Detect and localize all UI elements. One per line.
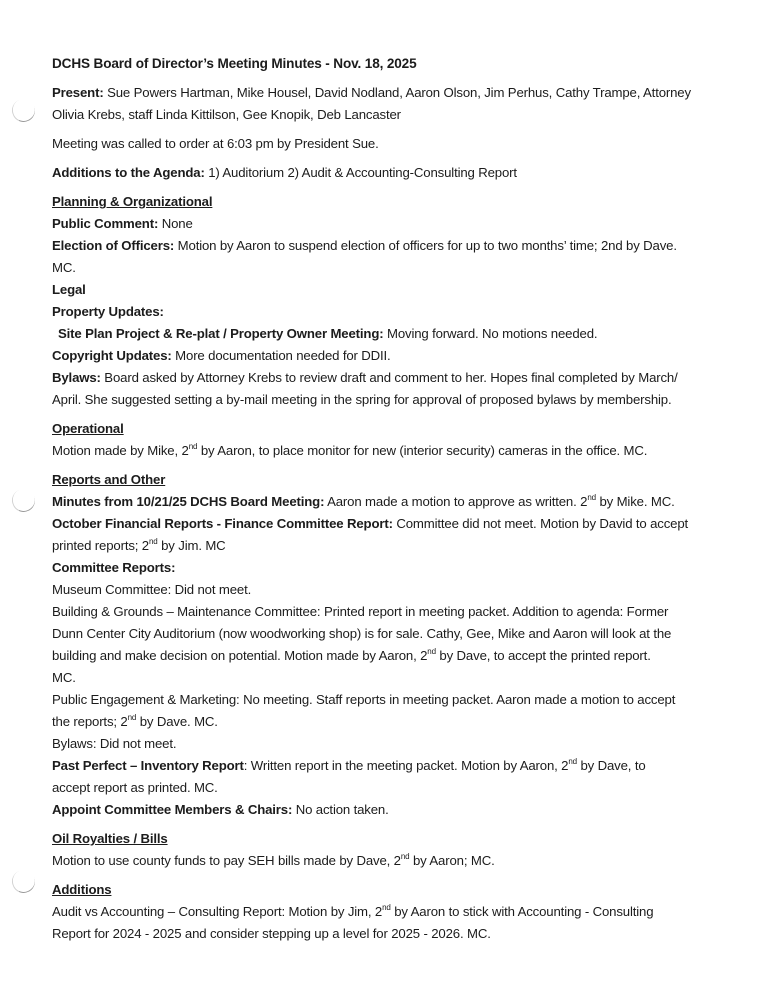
bylaws-label: Bylaws: bbox=[52, 370, 101, 385]
minutes-approval bbox=[52, 491, 752, 513]
text: Motion to use county funds to pay SEH bills made by Dave, 2 bbox=[52, 853, 401, 868]
copyright-text: More documentation needed for DDII. bbox=[171, 348, 391, 363]
superscript: nd bbox=[568, 757, 577, 766]
section-heading-additions: Additions bbox=[52, 882, 112, 897]
museum-committee: Museum Committee: Did not meet. bbox=[52, 582, 252, 597]
text: the reports; 2 bbox=[52, 714, 128, 729]
section-heading-operational: Operational bbox=[52, 421, 124, 436]
text: by Dave. MC. bbox=[136, 714, 218, 729]
financial-reports-2 bbox=[52, 535, 752, 557]
copyright-updates bbox=[52, 345, 752, 367]
text: building and make decision on potential. Motion made by Aaron, 2 bbox=[52, 648, 428, 663]
past-perfect-label: Past Perfect – Inventory Report bbox=[52, 758, 244, 773]
site-plan bbox=[52, 323, 752, 345]
section-heading-planning: Planning & Organizational bbox=[52, 194, 213, 209]
text: Committee did not meet. Motion by David to accept bbox=[392, 516, 689, 531]
additions-agenda-label: Additions to the Agenda: bbox=[52, 165, 205, 180]
site-plan-text: Moving forward. No motions needed. bbox=[383, 326, 598, 341]
superscript: nd bbox=[188, 442, 198, 451]
text: by Aaron to stick with Accounting - Consulting bbox=[390, 904, 654, 919]
copyright-label: Copyright Updates: bbox=[52, 348, 172, 363]
financial-label: October Financial Reports - Finance Committee Report: bbox=[52, 516, 393, 531]
building-grounds-4: MC. bbox=[52, 670, 76, 685]
minutes-document bbox=[52, 53, 752, 945]
superscript: nd bbox=[587, 493, 596, 502]
operational-motion bbox=[52, 440, 752, 462]
bylaws-text: Board asked by Attorney Krebs to review draft and comment to her. Hopes final completed by March/ bbox=[100, 370, 678, 385]
text: by Dave, to accept the printed report. bbox=[435, 648, 651, 663]
oil-motion bbox=[52, 850, 752, 872]
bylaws-committee: Bylaws: Did not meet. bbox=[52, 736, 177, 751]
building-grounds-3 bbox=[52, 645, 752, 667]
bylaws bbox=[52, 367, 752, 389]
past-perfect-2: accept report as printed. MC. bbox=[52, 780, 218, 795]
additions-agenda bbox=[52, 162, 752, 184]
text: by Jim. MC bbox=[157, 538, 226, 553]
present-line-2: Olivia Krebs, staff Linda Kittilson, Gee Knopik, Deb Lancaster bbox=[52, 107, 401, 122]
section-heading-reports: Reports and Other bbox=[52, 472, 166, 487]
appoint-label: Appoint Committee Members & Chairs: bbox=[52, 802, 293, 817]
document-title: DCHS Board of Director’s Meeting Minutes - Nov. 18, 2025 bbox=[52, 56, 417, 71]
text: by Mike. MC. bbox=[595, 494, 675, 509]
hole-punch-mark bbox=[9, 486, 38, 515]
text: printed reports; 2 bbox=[52, 538, 149, 553]
superscript: nd bbox=[400, 852, 410, 861]
present-text: Sue Powers Hartman, Mike Housel, David Nodland, Aaron Olson, Jim Perhus, Cathy Trampe, Attorney bbox=[103, 85, 691, 100]
additions-agenda-text: 1) Auditorium 2) Audit & Accounting-Consulting Report bbox=[204, 165, 517, 180]
appoint-committee bbox=[52, 799, 752, 821]
legal-heading: Legal bbox=[52, 282, 86, 297]
present-line bbox=[52, 82, 752, 104]
public-engagement-2 bbox=[52, 711, 752, 733]
text: Aaron made a motion to approve as written. 2 bbox=[324, 494, 588, 509]
public-comment-label: Public Comment: bbox=[52, 216, 159, 231]
additions-motion-2: Report for 2024 - 2025 and consider stepping up a level for 2025 - 2026. MC. bbox=[52, 926, 491, 941]
superscript: nd bbox=[382, 903, 391, 912]
property-updates-label: Property Updates: bbox=[52, 304, 164, 319]
text: : Written report in the meeting packet. Motion by Aaron, 2 bbox=[243, 758, 569, 773]
text: by Dave, to bbox=[576, 758, 646, 773]
hole-punch-mark bbox=[9, 867, 38, 896]
additions-motion bbox=[52, 901, 752, 923]
text: Motion made by Mike, 2 bbox=[52, 443, 189, 458]
election-label: Election of Officers: bbox=[52, 238, 175, 253]
superscript: nd bbox=[427, 647, 436, 656]
committee-reports-label: Committee Reports: bbox=[52, 560, 176, 575]
election-officers-2: MC. bbox=[52, 260, 76, 275]
election-officers bbox=[52, 235, 752, 257]
public-comment bbox=[52, 213, 752, 235]
building-grounds-2: Dunn Center City Auditorium (now woodworking shop) is for sale. Cathy, Gee, Mike and Aaron will look at the bbox=[52, 626, 672, 641]
call-to-order: Meeting was called to order at 6:03 pm by President Sue. bbox=[52, 136, 379, 151]
superscript: nd bbox=[149, 537, 158, 546]
text: No action taken. bbox=[292, 802, 389, 817]
hole-punch-mark bbox=[9, 96, 38, 125]
past-perfect bbox=[52, 755, 752, 777]
public-comment-text: None bbox=[158, 216, 193, 231]
financial-reports bbox=[52, 513, 752, 535]
site-plan-label: Site Plan Project & Re-plat / Property Owner Meeting: bbox=[58, 326, 384, 341]
section-heading-oil: Oil Royalties / Bills bbox=[52, 831, 168, 846]
superscript: nd bbox=[127, 713, 137, 722]
bylaws-2: April. She suggested setting a by-mail meeting in the spring for approval of proposed bylaws by membership. bbox=[52, 392, 672, 407]
text: Audit vs Accounting – Consulting Report: Motion by Jim, 2 bbox=[52, 904, 383, 919]
text: by Aaron, to place monitor for new (interior security) cameras in the office. MC. bbox=[197, 443, 648, 458]
minutes-label: Minutes from 10/21/25 DCHS Board Meeting: bbox=[52, 494, 325, 509]
public-engagement-1: Public Engagement & Marketing: No meeting. Staff reports in meeting packet. Aaron made a motion to accept bbox=[52, 692, 676, 707]
building-grounds-1: Building & Grounds – Maintenance Committee: Printed report in meeting packet. Addition to agenda: Former bbox=[52, 604, 669, 619]
election-text: Motion by Aaron to suspend election of officers for up to two months’ time; 2nd by Dave. bbox=[174, 238, 677, 253]
present-label: Present: bbox=[52, 85, 104, 100]
text: by Aaron; MC. bbox=[409, 853, 495, 868]
